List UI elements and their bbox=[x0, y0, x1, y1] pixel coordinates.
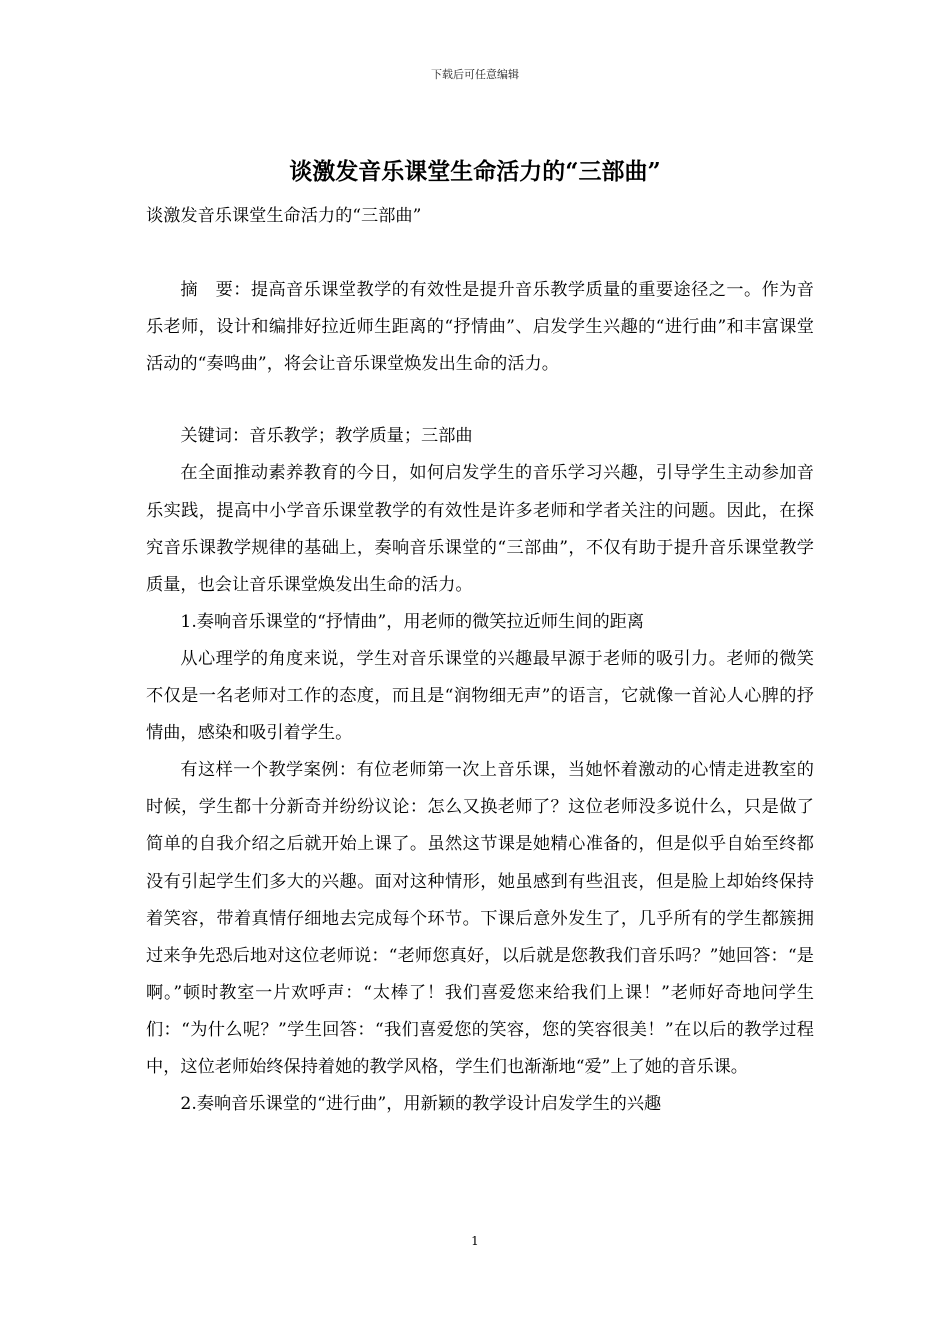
page-number: 1 bbox=[471, 1234, 479, 1248]
body-paragraph-case-study: 有这样一个教学案例：有位老师第一次上音乐课，当她怀着激动的心情走进教室的时候，学生都十分新奇并纷纷议论：怎么又换老师了？这位老师没多说什么，只是做了简单的自我介绍之后就开始上课了。虽然这节课是她精心准备的，但是似乎自始至终都没有引起学生们多大的兴趣。面对这种情形，她虽感到有些沮丧，但是脸上却始终保持着笑容，带着真情仔细地去完成每个环节。下课后意外发生了，几乎所有的学生都簇拥过来争先恐后地对这位老师说：“老师您真好，以后就是您教我们音乐吗？”她回答：“是啊。”顿时教室一片欢呼声：“太棒了！我们喜爱您来给我们上课！”老师好奇地问学生们：“为什么呢？”学生回答：“我们喜爱您的笑容，您的笑容很美！”在以后的教学过程中，这位老师始终保持着她的教学风格，学生们也渐渐地“爱”上了她的音乐课。 bbox=[146, 760, 814, 1077]
abstract-paragraph: 摘 要：提高音乐课堂教学的有效性是提升音乐教学质量的重要途径之一。作为音乐老师，设计和编排好拉近师生距离的“抒情曲”、启发学生兴趣的“进行曲”和丰富课堂活动的“奏鸣曲”，将会让音乐课堂焕发出生命的活力。 bbox=[146, 280, 814, 375]
section-heading-2: 2.奏响音乐课堂的“进行曲”，用新颖的教学设计启发学生的兴趣 bbox=[180, 1094, 662, 1115]
body-paragraph-teacher-smile: 从心理学的角度来说，学生对音乐课堂的兴趣最早源于老师的吸引力。老师的微笑不仅是一名老师对工作的态度，而且是“润物细无声”的语言，它就像一首沁人心脾的抒情曲，感染和吸引着学生。 bbox=[146, 648, 814, 744]
body-paragraph-intro: 在全面推动素养教育的今日，如何启发学生的音乐学习兴趣，引导学生主动参加音乐实践，提高中小学音乐课堂教学的有效性是许多老师和学者关注的问题。因此，在探究音乐课教学规律的基础上，奏响音乐课堂的“三部曲”，不仅有助于提升音乐课堂教学质量，也会让音乐课堂焕发出生命的活力。 bbox=[146, 463, 814, 595]
document-body bbox=[146, 198, 814, 1123]
section-heading-1: 1.奏响音乐课堂的“抒情曲”，用老师的微笑拉近师生间的距离 bbox=[180, 611, 645, 632]
page-header-note: 下载后可任意编辑 bbox=[431, 68, 519, 81]
document-subtitle: 谈激发音乐课堂生命活力的“三部曲” bbox=[146, 206, 422, 226]
document-title: 谈激发音乐课堂生命活力的“三部曲” bbox=[289, 158, 661, 185]
keywords-line: 关键词：音乐教学；教学质量；三部曲 bbox=[180, 426, 473, 447]
